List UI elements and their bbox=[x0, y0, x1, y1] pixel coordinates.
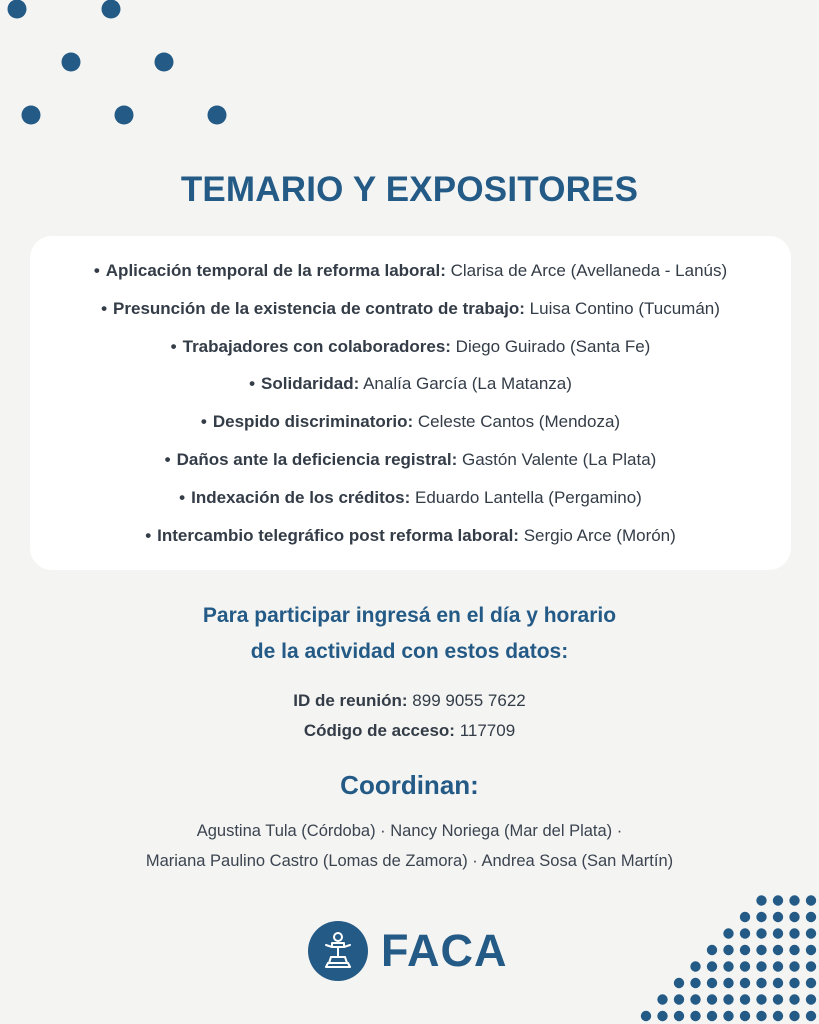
decorative-dot bbox=[806, 945, 816, 955]
topic-name: Indexación de los créditos: bbox=[191, 487, 411, 507]
faca-logo bbox=[308, 920, 508, 982]
bullet-icon: • bbox=[145, 525, 152, 545]
topics-list bbox=[30, 236, 791, 558]
coordinators-names bbox=[0, 816, 819, 876]
topic-speaker: Celeste Cantos (Mendoza) bbox=[417, 412, 621, 432]
coordinators-line-2: Mariana Paulino Castro (Lomas de Zamora) · Andrea Sosa (San Martín) bbox=[145, 852, 674, 870]
topic-item bbox=[30, 407, 791, 445]
bullet-icon: • bbox=[93, 261, 100, 280]
decorative-dot bbox=[707, 945, 717, 955]
decorative-dot bbox=[690, 1011, 700, 1021]
decorative-dot bbox=[657, 1011, 667, 1021]
decorative-dot bbox=[740, 978, 750, 988]
decorative-dot bbox=[806, 978, 816, 988]
decorative-dot bbox=[756, 978, 766, 988]
decorative-dot bbox=[756, 945, 766, 955]
decorative-dot bbox=[806, 961, 816, 971]
decorative-dot bbox=[806, 928, 816, 938]
topic-item bbox=[30, 369, 791, 407]
topic-name: Intercambio telegráfico post reforma laboral: bbox=[157, 525, 519, 545]
bullet-icon: • bbox=[164, 449, 171, 469]
coordinators-title: Coordinan: bbox=[340, 770, 479, 800]
participate-line-1: Para participar ingresá en el día y horario bbox=[202, 604, 617, 627]
meeting-id-row bbox=[0, 686, 819, 716]
topic-item bbox=[30, 294, 791, 332]
bullet-icon: • bbox=[200, 412, 207, 432]
decorative-dot bbox=[773, 928, 783, 938]
bullet-icon: • bbox=[179, 487, 186, 507]
access-code-label: Código de acceso: bbox=[303, 721, 455, 740]
decorative-dot bbox=[806, 912, 816, 922]
bullet-icon: • bbox=[170, 336, 177, 356]
decorative-dot bbox=[789, 978, 799, 988]
participate-instructions bbox=[0, 598, 819, 670]
participate-line-2: de la actividad con estos datos: bbox=[250, 640, 569, 663]
decorative-dot bbox=[773, 912, 783, 922]
decorative-dot bbox=[641, 1011, 651, 1021]
topic-item bbox=[30, 256, 791, 294]
topic-speaker: Eduardo Lantella (Pergamino) bbox=[415, 487, 642, 507]
decorative-dot bbox=[707, 961, 717, 971]
topic-speaker: Analía García (La Matanza) bbox=[363, 374, 572, 394]
topic-name: Trabajadores con colaboradores: bbox=[182, 336, 451, 356]
topic-speaker: Sergio Arce (Morón) bbox=[523, 525, 676, 545]
decorative-dot bbox=[707, 1011, 717, 1021]
topic-name: Solidaridad: bbox=[261, 374, 360, 394]
decorative-dot bbox=[789, 928, 799, 938]
topic-item bbox=[30, 483, 791, 521]
decorative-dot bbox=[690, 978, 700, 988]
faca-emblem-icon bbox=[308, 921, 368, 981]
decorative-dots-top-left bbox=[0, 0, 260, 140]
topic-name: Despido discriminatorio: bbox=[212, 412, 414, 432]
decorative-dot bbox=[773, 945, 783, 955]
decorative-dot bbox=[690, 961, 700, 971]
decorative-dot bbox=[756, 961, 766, 971]
faca-logo-text: FACA bbox=[381, 925, 508, 976]
topic-name: Daños ante la deficiencia registral: bbox=[176, 449, 458, 469]
access-code-value: 117709 bbox=[459, 721, 516, 740]
decorative-dot bbox=[806, 895, 816, 905]
coordinators-line-1: Agustina Tula (Córdoba) · Nancy Noriega (Mar del Plata) · bbox=[196, 822, 623, 840]
decorative-dot bbox=[806, 994, 816, 1004]
decorative-dot bbox=[723, 1011, 733, 1021]
topic-item bbox=[30, 332, 791, 370]
topic-speaker: Clarisa de Arce (Avellaneda - Lanús) bbox=[450, 261, 728, 280]
meeting-id-label: ID de reunión: bbox=[293, 691, 408, 710]
decorative-dot bbox=[740, 1011, 750, 1021]
decorative-dot bbox=[674, 994, 684, 1004]
bullet-icon: • bbox=[101, 298, 108, 318]
decorative-dot bbox=[789, 945, 799, 955]
decorative-dot bbox=[740, 928, 750, 938]
decorative-dot bbox=[674, 978, 684, 988]
decorative-dot bbox=[740, 994, 750, 1004]
decorative-dot bbox=[773, 978, 783, 988]
topic-name: Aplicación temporal de la reforma laboral: bbox=[105, 261, 446, 280]
topic-speaker: Diego Guirado (Santa Fe) bbox=[455, 336, 651, 356]
decorative-dot bbox=[707, 994, 717, 1004]
decorative-dot bbox=[756, 895, 766, 905]
topic-item bbox=[30, 445, 791, 483]
decorative-dot bbox=[657, 994, 667, 1004]
topic-name: Presunción de la existencia de contrato de trabajo: bbox=[113, 298, 525, 318]
decorative-dot bbox=[789, 895, 799, 905]
decorative-dot bbox=[740, 912, 750, 922]
decorative-dot bbox=[690, 994, 700, 1004]
decorative-dot bbox=[789, 961, 799, 971]
decorative-dot bbox=[723, 978, 733, 988]
decorative-dot bbox=[806, 1011, 816, 1021]
topics-card bbox=[30, 236, 791, 570]
decorative-dot bbox=[723, 961, 733, 971]
decorative-dot bbox=[789, 994, 799, 1004]
topic-speaker: Luisa Contino (Tucumán) bbox=[529, 298, 720, 318]
bullet-icon: • bbox=[249, 374, 256, 394]
decorative-dots-bottom-right bbox=[619, 864, 819, 1024]
decorative-dot bbox=[773, 994, 783, 1004]
decorative-dot bbox=[789, 912, 799, 922]
decorative-dot bbox=[773, 961, 783, 971]
meeting-id-value: 899 9055 7622 bbox=[412, 691, 526, 710]
decorative-dot bbox=[756, 994, 766, 1004]
decorative-dot bbox=[723, 945, 733, 955]
access-code-row bbox=[0, 716, 819, 746]
decorative-dot bbox=[756, 928, 766, 938]
page-title: TEMARIO Y EXPOSITORES bbox=[180, 170, 639, 209]
decorative-dot bbox=[773, 1011, 783, 1021]
decorative-dot bbox=[740, 961, 750, 971]
topic-item bbox=[30, 521, 791, 559]
decorative-dot bbox=[723, 994, 733, 1004]
decorative-dot bbox=[756, 912, 766, 922]
decorative-dot bbox=[707, 978, 717, 988]
decorative-dot bbox=[789, 1011, 799, 1021]
decorative-dot bbox=[723, 928, 733, 938]
decorative-dot bbox=[773, 895, 783, 905]
decorative-dot bbox=[740, 945, 750, 955]
decorative-dot bbox=[756, 1011, 766, 1021]
decorative-dot bbox=[674, 1011, 684, 1021]
topic-speaker: Gastón Valente (La Plata) bbox=[461, 449, 657, 469]
meeting-details bbox=[0, 686, 819, 746]
